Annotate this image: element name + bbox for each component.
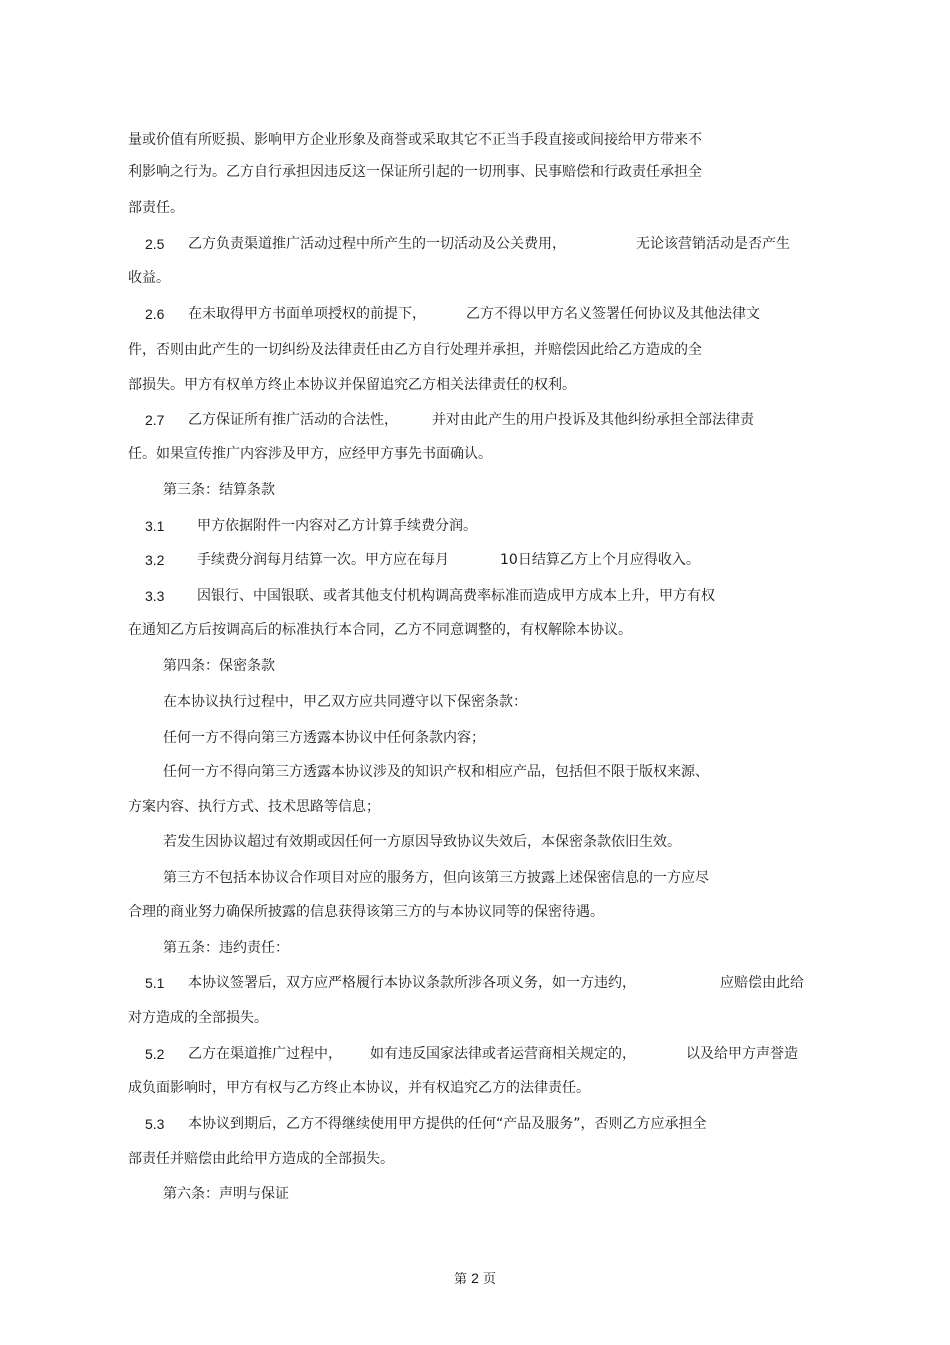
text-segment: 第三条：结算条款 (163, 482, 275, 498)
text-segment: 收益。 (128, 270, 170, 286)
clause-number: 5.3 (145, 1116, 165, 1132)
text-segment: 本协议到期后，乙方不得继续使用甲方提供的任何“产品及服务”，否则乙方应承担全 (188, 1116, 707, 1132)
clause-number: 2.6 (145, 306, 165, 322)
page-footer (0, 1268, 950, 1287)
text-segment: 以及给甲方声誉造 (686, 1046, 798, 1062)
clause-number: 5.1 (145, 975, 165, 991)
text-segment: 第六条：声明与保证 (163, 1186, 289, 1202)
text-segment: 成负面影响时，甲方有权与乙方终止本协议，并有权追究乙方的法律责任。 (128, 1080, 590, 1096)
page-suffix: 页 (483, 1272, 497, 1287)
text-segment: 本协议签署后，双方应严格履行本协议条款所涉各项义务，如一方违约， (188, 975, 636, 991)
text-segment: 乙方保证所有推广活动的合法性， (188, 412, 398, 428)
page-number: 2 (471, 1270, 479, 1286)
text-segment: 合理的商业努力确保所披露的信息获得该第三方的与本协议同等的保密待遇。 (128, 904, 604, 920)
clause-number: 3.3 (145, 588, 165, 604)
text-segment: 对方造成的全部损失。 (128, 1010, 268, 1026)
clause-number: 2.7 (145, 412, 165, 428)
text-segment: 第五条：违约责任： (163, 940, 289, 956)
text-segment: 手续费分润每月结算一次。甲方应在每月 (197, 552, 449, 568)
text-segment: 乙方不得以甲方名义签署任何协议及其他法律文 (466, 306, 760, 322)
text-segment: 部损失。甲方有权单方终止本协议并保留追究乙方相关法律责任的权利。 (128, 377, 576, 393)
text-segment: 任何一方不得向第三方透露本协议涉及的知识产权和相应产品，包括但不限于版权来源、 (163, 764, 709, 780)
text-segment: 若发生因协议超过有效期或因任何一方原因导致协议失效后，本保密条款依旧生效。 (163, 834, 681, 850)
text-segment: 部责任。 (128, 200, 184, 216)
text-segment: 第三方不包括本协议合作项目对应的服务方，但向该第三方披露上述保密信息的一方应尽 (163, 870, 709, 886)
text-segment: 乙方负责渠道推广活动过程中所产生的一切活动及公关费用， (188, 236, 566, 252)
text-segment: 因银行、中国银联、或者其他支付机构调高费率标准而造成甲方成本上升，甲方有权 (197, 588, 715, 604)
clause-number: 3.1 (145, 518, 165, 534)
text-segment: 并对由此产生的用户投诉及其他纠纷承担全部法律责 (432, 412, 754, 428)
text-segment: 在本协议执行过程中，甲乙双方应共同遵守以下保密条款： (163, 694, 527, 710)
text-segment: 10日结算乙方上个月应得收入。 (500, 552, 700, 568)
text-segment: 件，否则由此产生的一切纠纷及法律责任由乙方自行处理并承担，并赔偿因此给乙方造成的全 (128, 342, 702, 358)
text-segment: 任何一方不得向第三方透露本协议中任何条款内容； (163, 730, 485, 746)
text-segment: 在通知乙方后按调高后的标准执行本合同，乙方不同意调整的，有权解除本协议。 (128, 622, 632, 638)
text-segment: 甲方依据附件一内容对乙方计算手续费分润。 (197, 518, 477, 534)
clause-number: 2.5 (145, 236, 165, 252)
clause-number: 5.2 (145, 1046, 165, 1062)
text-segment: 任。如果宣传推广内容涉及甲方，应经甲方事先书面确认。 (128, 446, 492, 462)
text-segment: 方案内容、执行方式、技术思路等信息； (128, 799, 380, 815)
text-segment: 利影响之行为。乙方自行承担因违反这一保证所引起的一切刑事、民事赔偿和行政责任承担全 (128, 164, 702, 180)
text-segment: 乙方在渠道推广过程中， (188, 1046, 342, 1062)
clause-number: 3.2 (145, 552, 165, 568)
text-segment: 如有违反国家法律或者运营商相关规定的， (370, 1046, 636, 1062)
text-segment: 在未取得甲方书面单项授权的前提下， (188, 306, 426, 322)
page-prefix: 第 (453, 1272, 467, 1287)
text-segment: 无论该营销活动是否产生 (636, 236, 790, 252)
text-segment: 第四条：保密条款 (163, 658, 275, 674)
text-segment: 量或价值有所贬损、影响甲方企业形象及商誉或采取其它不正当手段直接或间接给甲方带来不 (128, 132, 702, 148)
text-segment: 部责任并赔偿由此给甲方造成的全部损失。 (128, 1151, 394, 1167)
text-segment: 应赔偿由此给 (720, 975, 804, 991)
